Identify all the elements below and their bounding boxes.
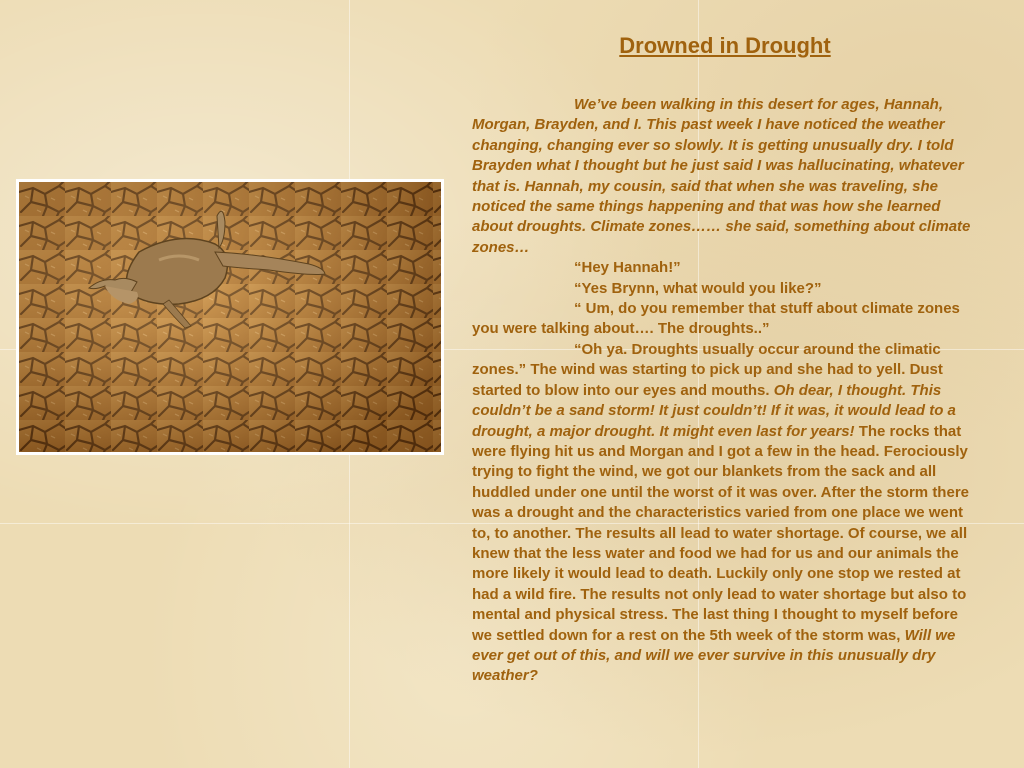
page-title: Drowned in Drought (619, 33, 831, 58)
story-paragraph (472, 340, 978, 687)
dialogue-line: “ Um, do you remember that stuff about climate zones you were talking about…. The droughts..” (472, 300, 960, 338)
drought-photo (16, 179, 444, 455)
story-text-segment: The rocks that were flying hit us and Morgan and I got a few in the head. Ferociously trying to fight the wind, we got our blankets from the sack and all huddled under one until the worst of it was over. After the storm there was a drought and the characteristics varied from one place we went to, to another. The results all lead to water shortage. Of course, we all knew that the less water and food we had for us and our animals the more likely it would lead to death. Luckily only one stop we rested at had a wild fire. The results not only lead to water shortage but also to mental and physical stress. The last thing I thought to myself before we settled down for a rest on the 5th week of the storm was, (472, 422, 969, 644)
dialogue-line: “Yes Brynn, what would you like?” (574, 279, 822, 297)
story-paragraph: We’ve been walking in this desert for ages, Hannah, Morgan, Brayden, and I. This past week I have noticed the weather changing, changing ever so slowly. It is getting unusually dry. I told Brayden what I thought but he just said I was hallucinating, whatever that is. Hannah, my cousin, said that when she was traveling, she noticed the same things happening and that was how she learned about droughts. Climate zones…… she said, something about climate zones… (472, 96, 971, 256)
dialogue-line: “Hey Hannah!” (574, 259, 681, 277)
cracked-earth-kangaroo-image (19, 182, 441, 452)
story-thought-segment: Will we ever get out of this, and will we ever survive in this unusually dry weather? (472, 626, 956, 685)
story-text (472, 95, 978, 687)
story-text-segment: “Oh ya. Droughts usually occur around the climatic zones.” The wind was starting to pick up and she had to yell. Dust started to blow into our eyes and mouths. (472, 340, 943, 399)
story-thought-segment: Oh dear, I thought. This couldn’t be a sand storm! It just couldn’t! If it was, it would lead to a drought, a major drought. It might even last for years! (472, 381, 956, 440)
